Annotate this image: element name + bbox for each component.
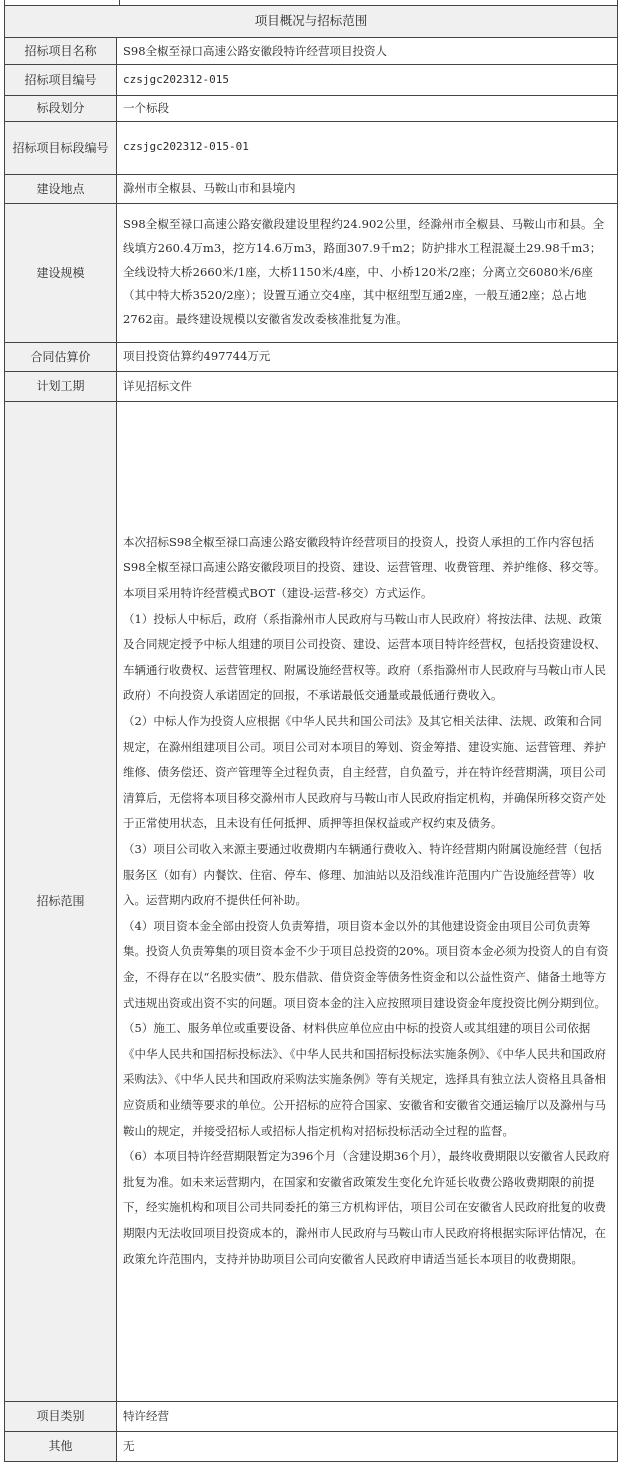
scope-paragraph: （5）施工、服务单位或重要设备、材料供应单位应由中标的投资人或其组建的项目公司依据《中华人民共和国招标投标法》、《中华人民共和国招标投标法实施条例》、《中华人民共和国政府采购法》、《中华人民共和国政府采购法实施条例》等有关规定，选择具有独立法人资格且具备相应资质和业绩等要求的单位。公开招标的应符合国家、安徽省和安徽省交通运输厅以及滁州与马鞍山的规定，并接受招标人或招标人指定机构对招标投标活动全过程的监督。: [123, 1021, 606, 1138]
row-value: 一个标段: [117, 96, 618, 122]
row-value: 特许经营: [117, 1401, 618, 1431]
scope-paragraph: （6）本项目特许经营期限暂定为396个月（含建设期36个月），最终收费期限以安徽省人民政府批复为准。如未来运营期内，在国家和安徽省政策发生变化允许延长收费公路收费期限的前提下，经实施机构和项目公司共同委托的第三方机构评估，项目公司在安徽省人民政府批复的收费期限内无法收回项目投资成本的，滁州市人民政府与马鞍山市人民政府将根据实际评估情况，在政策允许范围内，支持并协助项目公司向安徽省人民政府申请适当延长本项目的收费期限。: [123, 1149, 610, 1266]
row-label: 项目类别: [5, 1401, 117, 1431]
row-value: 详见招标文件: [117, 371, 618, 401]
row-label: 标段划分: [5, 96, 117, 122]
table-header-row: [5, 6, 618, 38]
table-row-scope: [5, 401, 618, 1401]
row-label: 计划工期: [5, 371, 117, 401]
table-row: [5, 96, 618, 122]
scope-paragraph: （3）项目公司收入来源主要通过收费期内车辆通行费收入、特许经营期内附属设施经营（包括服务区（如有）内餐饮、住宿、停车、修理、加油站以及沿线准许范围内广告设施经营等）收入。运营期内政府不提供任何补助。: [123, 842, 602, 908]
scope-paragraph: （2）中标人作为投资人应根据《中华人民共和国公司法》及其它相关法律、法规、政策和合同规定，在滁州组建项目公司。项目公司对本项目的筹划、资金筹措、建设实施、运营管理、养护维修、债务偿还、资产管理等全过程负责，自主经营，自负盈亏，并在特许经营期满，项目公司清算后，无偿将本项目移交滁州市人民政府与马鞍山市人民政府指定机构，并确保所移交资产处于正常使用状态，且未设有任何抵押、质押等担保权益或产权约束及债务。: [123, 714, 606, 831]
table-row: [5, 342, 618, 371]
row-value: S98全椒至禄口高速公路安徽段特许经营项目投资人: [117, 38, 618, 65]
row-value: czsjgc202312-015-01: [117, 121, 618, 174]
scope-paragraph: 本项目采用特许经营模式BOT（建设-运营-移交）方式运作。: [123, 586, 433, 601]
table-row: [5, 174, 618, 203]
scope-paragraph: （4）项目资本金全部由投资人负责筹措，项目资本金以外的其他建设资金由项目公司负责筹集。投资人负责筹集的项目资本金不少于项目总投资的20%。项目资本金必须为投资人的自有资金，不得存在以“名股实债”、股东借款、借贷资金等债务性资金和以公益性资产、储备土地等方式违规出资或出资不实的问题。项目资本金的注入应按照项目建设资金年度投资比例分期到位。: [123, 918, 609, 1010]
table-row: [5, 1431, 618, 1461]
row-label: 建设地点: [5, 174, 117, 203]
row-label: 招标项目标段编号: [5, 121, 117, 174]
row-value: 滁州市全椒县、马鞍山市和县境内: [117, 174, 618, 203]
row-label: 建设规模: [5, 203, 117, 342]
table-row: [5, 65, 618, 96]
table-header: 项目概况与招标范围: [5, 6, 618, 38]
row-label: 其他: [5, 1431, 117, 1461]
table-row: [5, 121, 618, 174]
table-row: [5, 203, 618, 342]
scope-paragraph: 本次招标S98全椒至禄口高速公路安徽段特许经营项目的投资人，投资人承担的工作内容包括S98全椒至禄口高速公路安徽段项目的投资、建设、运营管理、收费管理、养护维修、移交等。: [123, 534, 606, 575]
scope-paragraph: （1）投标人中标后，政府（系指滁州市人民政府与马鞍山市人民政府）将按法律、法规、政策及合同规定授予中标人组建的项目公司投资、建设、运营本项目特许经营权，包括投资建设权、车辆通行收费权、运营管理权、附属设施经营权等。政府（系指滁州市人民政府与马鞍山市人民政府）不向投资人承诺固定的回报，不承诺最低交通量或最低通行费收入。: [123, 611, 606, 703]
table-row: [5, 1401, 618, 1431]
row-label: 招标项目名称: [5, 38, 117, 65]
scope-label: 招标范围: [5, 401, 117, 1401]
project-overview-table: [4, 5, 618, 1462]
table-row: [5, 38, 618, 65]
row-value: czsjgc202312-015: [117, 65, 618, 96]
row-value: 无: [117, 1431, 618, 1461]
scope-content: [117, 401, 618, 1401]
table-row: [5, 371, 618, 401]
row-label: 合同估算价: [5, 342, 117, 371]
row-label: 招标项目编号: [5, 65, 117, 96]
row-value: S98全椒至禄口高速公路安徽段建设里程约24.902公里，经滁州市全椒县、马鞍山市和县。全线填方260.4万m3，挖方14.6万m3，路面307.9千m2；防护排水工程混凝土29.98千m3；全线设特大桥2660米/1座，大桥1150米/4座，中、小桥120米/2座；分离立交6080米/6座（其中特大桥3520/2座）；设置互通立交4座，其中枢纽型互通2座，一般互通2座；总占地2762亩。最终建设规模以安徽省发改委核准批复为准。: [117, 203, 618, 342]
row-value: 项目投资估算约497744万元: [117, 342, 618, 371]
